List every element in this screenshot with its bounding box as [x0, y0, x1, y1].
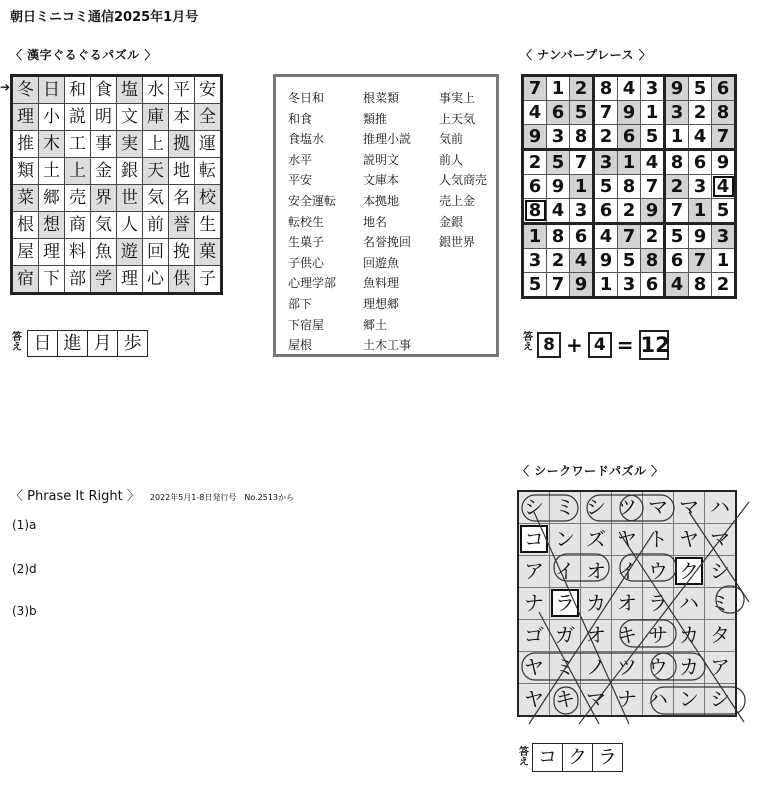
sudoku-answer-label: 答え [523, 332, 533, 353]
sudoku-cell: 8 [665, 150, 689, 175]
seek-cell: イ [550, 556, 581, 588]
word-list-item: 売上金 [439, 193, 476, 208]
word-list-column-2 [363, 88, 411, 356]
sudoku-cell: 6 [618, 125, 641, 150]
kanji-cell: 部 [65, 266, 91, 294]
seek-loop [651, 687, 745, 714]
sudoku-cell: 9 [641, 199, 665, 224]
kanji-answer-label: 答え [12, 332, 22, 353]
phrase-section-title: 〈 Phrase It Right 〉 [10, 489, 140, 504]
kanji-cell: 安 [195, 76, 222, 104]
sudoku-cell: 4 [618, 76, 641, 101]
kanji-cell: 学 [91, 266, 117, 294]
seek-cell: ト [643, 524, 674, 556]
seek-answer-char: コ [537, 746, 557, 768]
sudoku-cell: 5 [689, 76, 712, 101]
kanji-cell: 世 [117, 185, 143, 212]
sudoku-cell: 2 [570, 76, 594, 101]
word-list-item: 冬日和 [288, 91, 325, 105]
word-list-item: 生菓子 [288, 235, 325, 250]
sudoku-section-title: 〈 ナンバープレース 〉 [520, 48, 652, 62]
sudoku-cell: 9 [665, 76, 689, 101]
kanji-cell: 水 [143, 76, 169, 104]
seek-cell: カ [674, 620, 705, 652]
sudoku-cell: 5 [547, 150, 570, 175]
seek-loop [620, 495, 674, 521]
seek-cell: オ [612, 588, 643, 620]
kanji-cell: 日 [39, 76, 65, 104]
kanji-cell: 想 [39, 212, 65, 239]
seek-loop [554, 687, 578, 714]
kanji-cell: 理 [117, 266, 143, 294]
kanji-cell: 子 [195, 266, 222, 294]
kanji-cell: 塩 [117, 76, 143, 104]
seek-cell: シ [705, 684, 737, 717]
plus-sign: + [566, 333, 583, 357]
seek-cell: サ [643, 620, 674, 652]
kanji-cell: 銀 [117, 158, 143, 185]
seek-cell: マ [643, 491, 674, 524]
kanji-cell: 根 [12, 212, 39, 239]
sudoku-cell: 1 [594, 273, 618, 298]
word-list-item: 下宿屋 [288, 317, 325, 332]
seek-cell: マ [581, 684, 612, 717]
kanji-cell: 理 [12, 104, 39, 131]
phrase-answer-2: (2)d [12, 562, 37, 576]
kanji-cell: 魚 [91, 239, 117, 266]
word-list-item: 名誉挽回 [363, 235, 412, 250]
word-list-item: 食塩水 [288, 132, 325, 147]
kanji-cell: 誉 [169, 212, 195, 239]
sudoku-cell [523, 199, 547, 224]
seek-cell: ナ [518, 588, 550, 620]
seek-cell: ヤ [674, 524, 705, 556]
equals-sign: = [616, 333, 634, 357]
seek-cell: ア [705, 652, 737, 684]
sudoku-cell: 3 [547, 125, 570, 150]
word-list-item: 平安 [288, 173, 313, 188]
kanji-cell: 全 [195, 104, 222, 131]
kanji-cell: 校 [195, 185, 222, 212]
sudoku-cell: 6 [665, 249, 689, 273]
kanji-cell: 工 [65, 131, 91, 158]
word-list-item: 地名 [363, 214, 388, 229]
sudoku-cell: 4 [570, 249, 594, 273]
sudoku-cell: 1 [523, 224, 547, 249]
kanji-cell: 商 [65, 212, 91, 239]
sudoku-cell: 1 [618, 150, 641, 175]
word-list-item: 人気商売 [439, 173, 488, 188]
word-list-column-3 [439, 88, 487, 253]
seek-cell: ラ [643, 588, 674, 620]
kanji-cell: 名 [169, 185, 195, 212]
kanji-cell: 木 [39, 131, 65, 158]
seek-loop [554, 554, 609, 581]
word-list-item: 魚料理 [363, 276, 400, 291]
sudoku-cell: 6 [689, 150, 712, 175]
start-arrow-icon: ➔ [0, 80, 11, 94]
word-list-item: 前人 [439, 152, 464, 167]
sudoku-cell: 8 [712, 101, 736, 125]
seek-cell: ガ [550, 620, 581, 652]
sudoku-cell: 2 [641, 224, 665, 249]
kanji-cell: 気 [143, 185, 169, 212]
sudoku-cell: 3 [641, 76, 665, 101]
kanji-cell: 菓 [195, 239, 222, 266]
sudoku-cell: 4 [594, 224, 618, 249]
sudoku-cell: 9 [570, 273, 594, 298]
sudoku-cell: 2 [689, 101, 712, 125]
kanji-cell: 心 [143, 266, 169, 294]
kanji-cell: 気 [91, 212, 117, 239]
sudoku-cell: 8 [641, 249, 665, 273]
sudoku-cell: 1 [665, 125, 689, 150]
word-list-item: 理想郷 [363, 296, 400, 311]
word-list-item: 屋根 [288, 338, 313, 353]
kanji-cell: 下 [39, 266, 65, 294]
seek-cell: ツ [612, 491, 643, 524]
seek-answer-label: 答え [519, 747, 529, 768]
sudoku-answer [537, 330, 669, 360]
kanji-cell: 事 [91, 131, 117, 158]
seek-cell: シ [518, 491, 550, 524]
sudoku-cell: 7 [641, 175, 665, 199]
seek-section-title: 〈 シークワードパズル 〉 [517, 464, 664, 478]
kanji-cell: 平 [169, 76, 195, 104]
sudoku-cell: 3 [665, 101, 689, 125]
kanji-cell: 売 [65, 185, 91, 212]
seek-cell: ウ [643, 556, 674, 588]
phrase-header [10, 485, 294, 504]
kanji-cell: 菜 [12, 185, 39, 212]
seek-cell: キ [612, 620, 643, 652]
sudoku-cell: 2 [523, 150, 547, 175]
sudoku-cell: 8 [547, 224, 570, 249]
seek-cell: ノ [581, 652, 612, 684]
seek-answer-char: ク [562, 744, 592, 771]
seek-cell: シ [581, 491, 612, 524]
kanji-grid [10, 74, 223, 295]
word-list-item: 転校生 [288, 214, 325, 229]
seek-cell: オ [581, 556, 612, 588]
kanji-cell: 天 [143, 158, 169, 185]
sudoku-cell: 7 [618, 224, 641, 249]
seek-cell: ミ [550, 491, 581, 524]
sudoku-cell: 7 [689, 249, 712, 273]
word-list-box [273, 74, 499, 357]
kanji-cell: 郷 [39, 185, 65, 212]
kanji-section-title: 〈 漢字ぐるぐるパズル 〉 [10, 48, 157, 62]
sudoku-cell: 5 [712, 199, 736, 224]
seek-cell: ズ [581, 524, 612, 556]
sudoku-cell: 3 [594, 150, 618, 175]
seek-cell: カ [674, 652, 705, 684]
sudoku-cell: 8 [618, 175, 641, 199]
seek-cell: カ [581, 588, 612, 620]
sudoku-cell: 1 [570, 175, 594, 199]
sudoku-cell: 3 [570, 199, 594, 224]
sudoku-answer-sum: 12 [639, 330, 669, 360]
word-list-item: 推理小説 [363, 132, 412, 147]
sudoku-cell: 9 [689, 224, 712, 249]
sudoku-cell: 4 [523, 101, 547, 125]
sudoku-cell: 2 [547, 249, 570, 273]
seek-cell: ミ [550, 652, 581, 684]
kanji-cell: 和 [65, 76, 91, 104]
sudoku-cell: 6 [570, 224, 594, 249]
sudoku-cell: 7 [523, 76, 547, 101]
kanji-cell: 上 [143, 131, 169, 158]
sudoku-cell: 9 [547, 175, 570, 199]
kanji-cell: 土 [39, 158, 65, 185]
sudoku-cell: 7 [594, 101, 618, 125]
sudoku-answer-a: 8 [537, 332, 561, 358]
kanji-cell: 文 [117, 104, 143, 131]
seek-boxed-char: コ [520, 525, 548, 553]
word-list-item: 事実上 [439, 91, 476, 105]
word-list-item: 上天気 [439, 111, 476, 126]
seek-cell: オ [581, 620, 612, 652]
sudoku-cell: 5 [665, 224, 689, 249]
seek-loop [522, 495, 578, 521]
kanji-answer [27, 330, 148, 357]
sudoku-cell: 8 [689, 273, 712, 298]
sudoku-cell: 9 [594, 249, 618, 273]
page-title: 朝日ミニコミ通信2025年1月号 [10, 10, 199, 25]
kanji-cell: 小 [39, 104, 65, 131]
sudoku-cell: 1 [712, 249, 736, 273]
seek-loop [716, 586, 744, 613]
kanji-cell: 界 [91, 185, 117, 212]
sudoku-cell: 3 [712, 224, 736, 249]
kanji-cell: 上 [65, 158, 91, 185]
sudoku-cell: 7 [570, 150, 594, 175]
sudoku-cell: 5 [570, 101, 594, 125]
seek-cell: タ [705, 620, 737, 652]
kanji-cell: 地 [169, 158, 195, 185]
sudoku-cell: 5 [641, 125, 665, 150]
sudoku-boxed-digit: 8 [525, 200, 546, 221]
sudoku-cell: 1 [641, 101, 665, 125]
sudoku-cell: 4 [547, 199, 570, 224]
kanji-cell: 料 [65, 239, 91, 266]
sudoku-cell: 1 [689, 199, 712, 224]
kanji-cell: 宿 [12, 266, 39, 294]
kanji-cell: 理 [39, 239, 65, 266]
word-list-item: 水平 [288, 152, 313, 167]
kanji-cell: 本 [169, 104, 195, 131]
seek-answer-char: ラ [592, 744, 622, 771]
seek-diagonal [689, 512, 749, 602]
kanji-cell: 推 [12, 131, 39, 158]
seek-cell: キ [550, 684, 581, 717]
sudoku-cell: 5 [523, 273, 547, 298]
phrase-source-note: 2022年5月1-8日発行号 No.2513から [149, 493, 295, 502]
word-list-item: 文庫本 [363, 173, 400, 188]
sudoku-cell: 7 [547, 273, 570, 298]
seek-cell: ハ [674, 588, 705, 620]
kanji-cell: 類 [12, 158, 39, 185]
sudoku-cell: 3 [618, 273, 641, 298]
kanji-cell: 金 [91, 158, 117, 185]
sudoku-cell: 8 [570, 125, 594, 150]
kanji-cell: 屋 [12, 239, 39, 266]
word-list-item: 回遊魚 [363, 255, 400, 270]
seek-diagonal [619, 532, 744, 722]
sudoku-cell: 9 [523, 125, 547, 150]
sudoku-cell: 4 [689, 125, 712, 150]
seek-loop [651, 653, 705, 680]
seek-cell: マ [705, 524, 737, 556]
sudoku-cell [712, 175, 736, 199]
sudoku-cell: 3 [689, 175, 712, 199]
sudoku-answer-b: 4 [588, 332, 612, 358]
sudoku-cell: 5 [618, 249, 641, 273]
kanji-cell: 挽 [169, 239, 195, 266]
seek-answer [532, 743, 623, 772]
word-list-item: 心理学部 [288, 276, 337, 291]
word-list-item: 部下 [288, 296, 313, 311]
kanji-cell: 生 [195, 212, 222, 239]
seek-word-loops [519, 492, 762, 732]
seek-diagonal [539, 612, 599, 724]
sudoku-cell: 3 [523, 249, 547, 273]
word-list-column-1 [288, 88, 336, 356]
word-list-item: 根菜類 [363, 91, 400, 105]
seek-cell: ン [550, 524, 581, 556]
sudoku-cell: 5 [594, 175, 618, 199]
seek-cell: ヤ [612, 524, 643, 556]
word-list-item: 土木工事 [363, 338, 412, 353]
sudoku-cell: 8 [594, 76, 618, 101]
kanji-cell: 運 [195, 131, 222, 158]
word-list-item: 気前 [439, 132, 464, 147]
sudoku-cell: 6 [641, 273, 665, 298]
sudoku-cell: 2 [618, 199, 641, 224]
sudoku-cell: 7 [712, 125, 736, 150]
sudoku-cell: 2 [594, 125, 618, 150]
phrase-answer-1: (1)a [12, 518, 37, 532]
word-list-item: 金銀 [439, 214, 464, 229]
seek-cell: ナ [612, 684, 643, 717]
seek-cell: ヤ [518, 652, 550, 684]
kanji-cell: 冬 [12, 76, 39, 104]
sudoku-cell: 9 [712, 150, 736, 175]
kanji-answer-char: 歩 [117, 331, 147, 356]
seek-cell: ミ [705, 588, 737, 620]
seek-boxed-char: ク [675, 557, 703, 585]
word-list-item: 和食 [288, 111, 313, 126]
sudoku-cell: 4 [641, 150, 665, 175]
seek-cell: イ [612, 556, 643, 588]
word-list-item: 説明文 [363, 152, 400, 167]
sudoku-cell: 6 [712, 76, 736, 101]
phrase-answer-3: (3)b [12, 604, 37, 618]
sudoku-cell: 4 [665, 273, 689, 298]
seek-cell: ン [674, 684, 705, 717]
sudoku-cell: 2 [665, 175, 689, 199]
word-list-item: 子供心 [288, 255, 325, 270]
word-list-item: 類推 [363, 111, 388, 126]
seek-cell: ア [518, 556, 550, 588]
kanji-cell: 供 [169, 266, 195, 294]
sudoku-cell: 6 [594, 199, 618, 224]
kanji-cell: 遊 [117, 239, 143, 266]
kanji-answer-char: 進 [57, 331, 87, 356]
sudoku-cell: 7 [665, 199, 689, 224]
seek-cell: ツ [612, 652, 643, 684]
word-list-item: 安全運転 [288, 193, 337, 208]
word-list-item: 本拠地 [363, 193, 400, 208]
seek-cell: ゴ [518, 620, 550, 652]
kanji-cell: 回 [143, 239, 169, 266]
kanji-cell: 食 [91, 76, 117, 104]
seek-loop [587, 495, 643, 521]
sudoku-cell: 6 [547, 101, 570, 125]
seek-cell: シ [705, 556, 737, 588]
kanji-answer-char: 日 [33, 333, 52, 354]
kanji-cell: 説 [65, 104, 91, 131]
word-list-item: 郷土 [363, 317, 388, 332]
kanji-cell: 人 [117, 212, 143, 239]
sudoku-boxed-digit: 4 [713, 176, 734, 197]
kanji-cell: 明 [91, 104, 117, 131]
sudoku-grid [521, 74, 737, 299]
sudoku-cell: 2 [712, 273, 736, 298]
word-list-item: 銀世界 [439, 235, 476, 250]
sudoku-cell: 1 [547, 76, 570, 101]
seek-cell: ウ [643, 652, 674, 684]
seek-cell: ハ [705, 491, 737, 524]
sudoku-cell: 9 [618, 101, 641, 125]
kanji-cell: 実 [117, 131, 143, 158]
kanji-cell: 前 [143, 212, 169, 239]
seek-cell: ヤ [518, 684, 550, 717]
kanji-cell: 転 [195, 158, 222, 185]
kanji-answer-char: 月 [87, 331, 117, 356]
sudoku-cell: 6 [523, 175, 547, 199]
seek-cell: マ [674, 491, 705, 524]
seek-boxed-char: ラ [551, 589, 579, 617]
kanji-cell: 庫 [143, 104, 169, 131]
kanji-cell: 拠 [169, 131, 195, 158]
seek-cell: ハ [643, 684, 674, 717]
